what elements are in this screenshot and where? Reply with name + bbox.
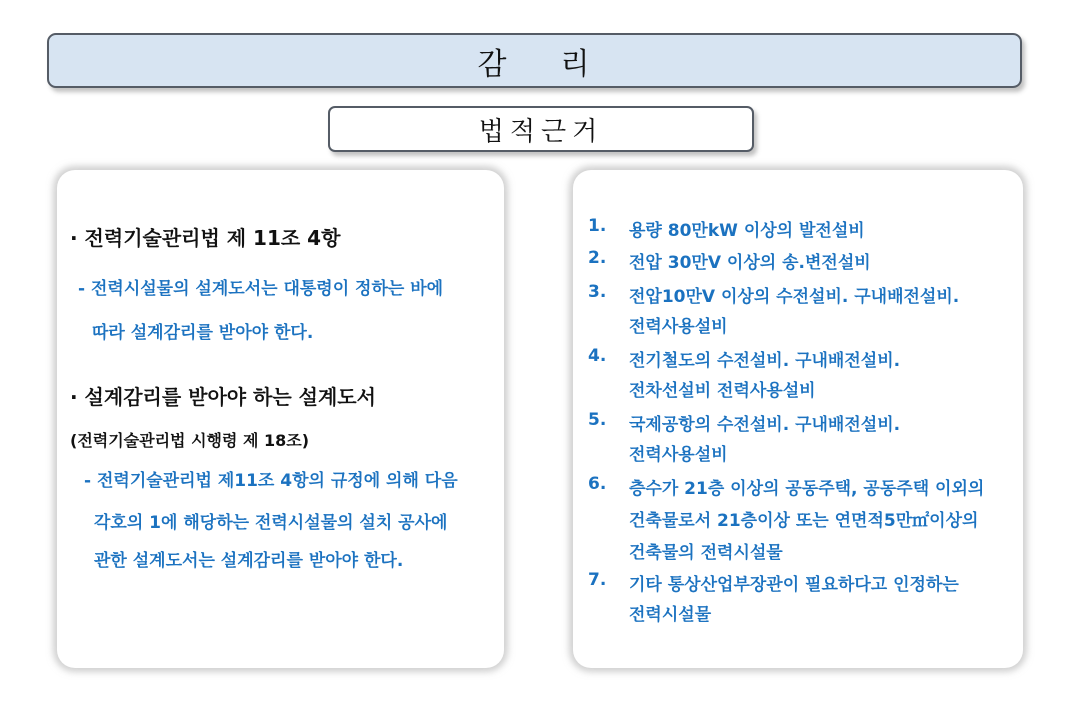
- list-item-text: 기타 통상산업부장관이 필요하다고 인정하는: [629, 575, 959, 595]
- section-subtitle: 법적근거: [328, 106, 754, 152]
- law-text-2-line2: 각호의 1에 해당하는 전력시설물의 설치 공사에: [94, 513, 448, 533]
- law-text-1-line1: - 전력시설물의 설계도서는 대통령이 정하는 바에: [78, 279, 444, 299]
- list-item-text: 건축물로서 21층이상 또는 연면적5만㎡이상의: [629, 511, 979, 531]
- list-item-text: 전력사용설비: [629, 445, 728, 465]
- list-item-number: 2.: [588, 248, 607, 268]
- list-item-text: 국제공항의 수전설비. 구내배전설비.: [629, 415, 901, 435]
- list-item-text: 전력사용설비: [629, 317, 728, 337]
- law-text-2-line3: 관한 설계도서는 설계감리를 받아야 한다.: [94, 551, 404, 571]
- list-item-number: 3.: [588, 282, 607, 302]
- law-reference-note: (전력기술관리법 시행령 제 18조): [70, 431, 310, 450]
- list-item-number: 5.: [588, 410, 607, 430]
- list-item-text: 전압 30만V 이상의 송.변전설비: [629, 253, 871, 273]
- law-text-2-line1: - 전력기술관리법 제11조 4항의 규정에 의해 다음: [84, 471, 458, 491]
- page-title-part1: 감: [477, 46, 509, 82]
- page-title-part2: 리: [560, 46, 592, 82]
- list-item-number: 1.: [588, 216, 607, 236]
- law-heading-2: · 설계감리를 받아야 하는 설계도서: [70, 385, 376, 409]
- list-item-text: 건축물의 전력시설물: [629, 543, 783, 563]
- list-item-text: 전력시설물: [629, 605, 712, 625]
- list-item-number: 4.: [588, 346, 607, 366]
- list-item-number: 7.: [588, 570, 607, 590]
- list-item-text: 전차선설비 전력사용설비: [629, 381, 816, 401]
- list-item-number: 6.: [588, 474, 607, 494]
- law-text-1-line2: 따라 설계감리를 받아야 한다.: [92, 323, 314, 343]
- list-item-text: 층수가 21층 이상의 공동주택, 공동주택 이외의: [629, 479, 985, 499]
- list-item-text: 전기철도의 수전설비. 구내배전설비.: [629, 351, 901, 371]
- law-heading-1: · 전력기술관리법 제 11조 4항: [70, 226, 341, 250]
- list-item-text: 전압10만V 이상의 수전설비. 구내배전설비.: [629, 287, 960, 307]
- page-title-bar: [47, 33, 1022, 88]
- list-item-text: 용량 80만kW 이상의 발전설비: [629, 221, 865, 241]
